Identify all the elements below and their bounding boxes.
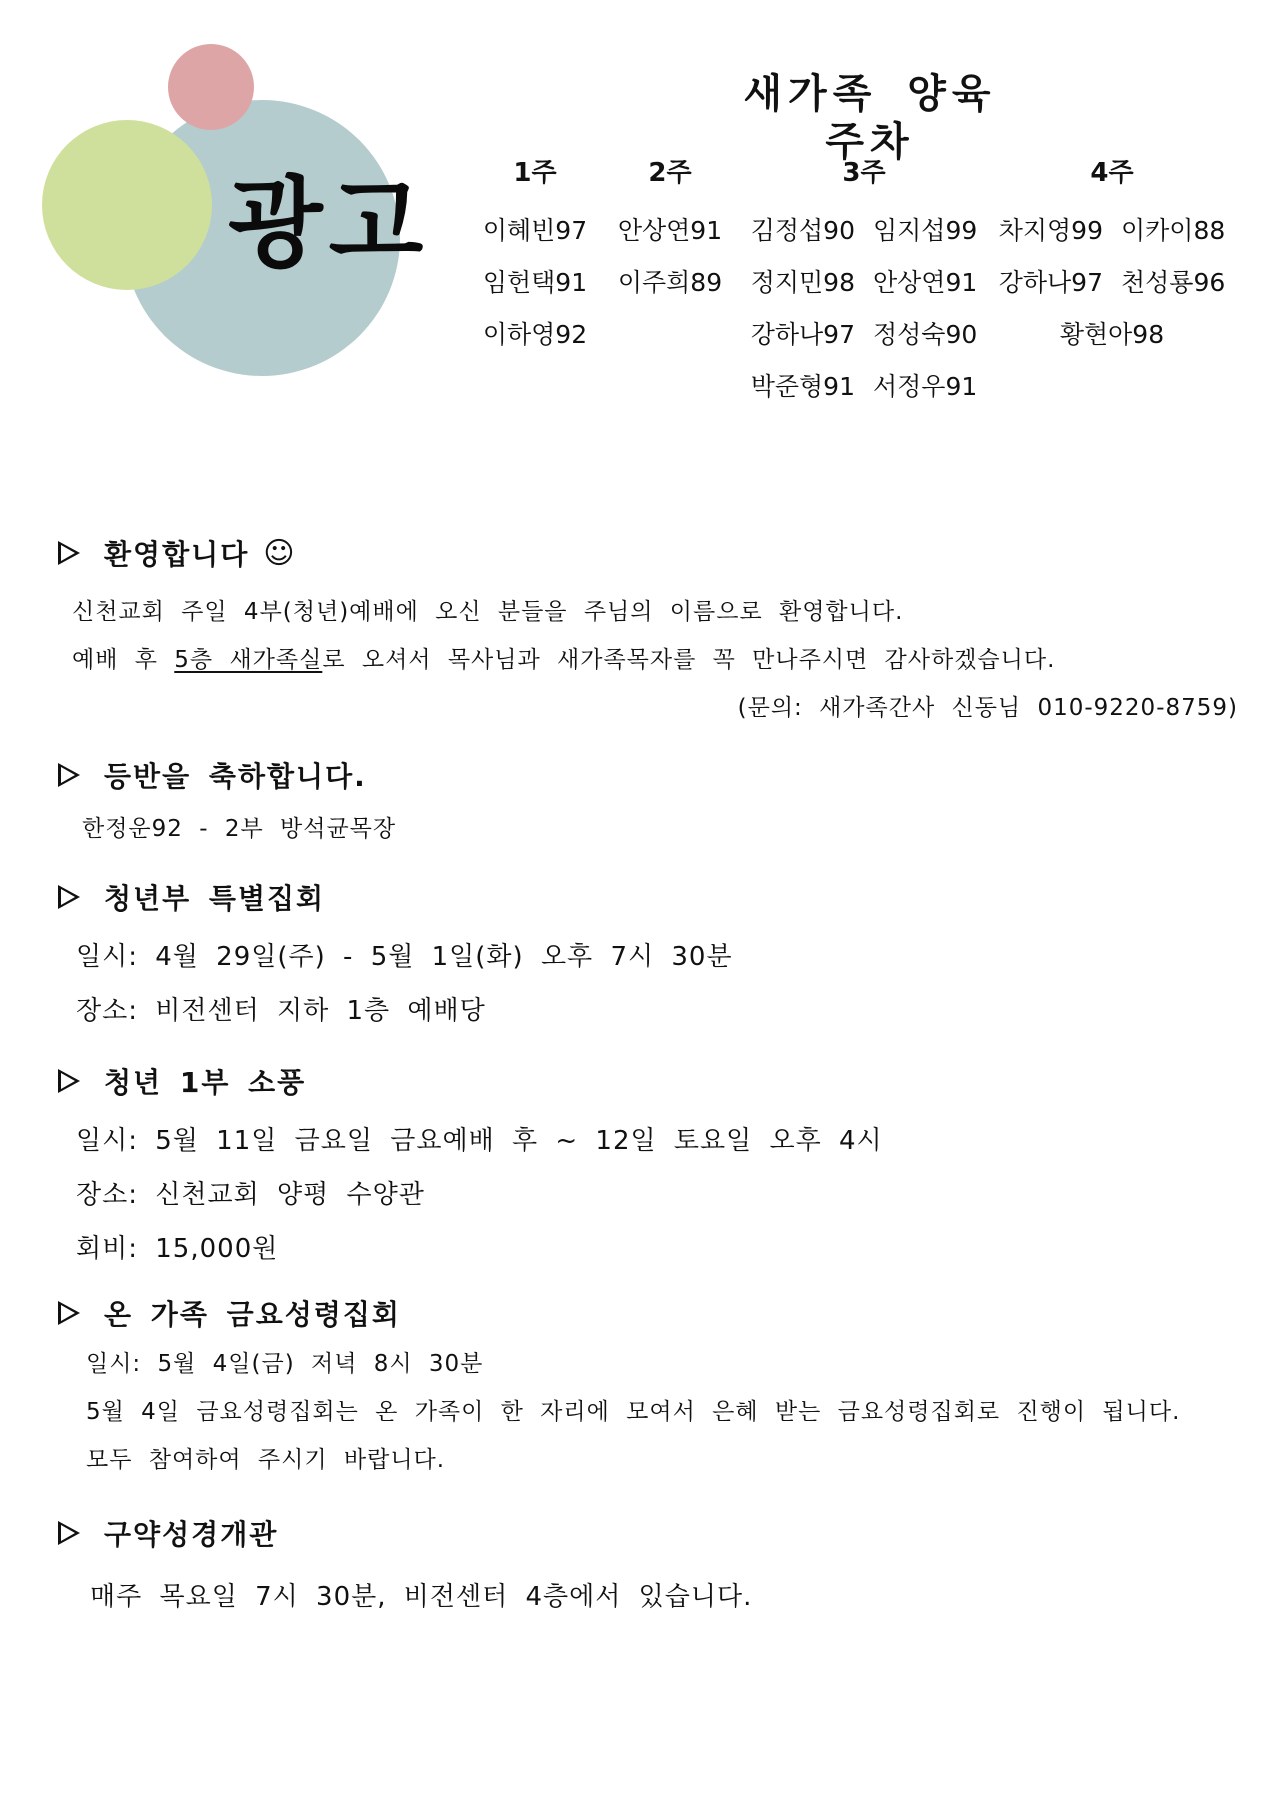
week-2-column [612,158,728,309]
triangle-bullet-icon [58,1069,80,1093]
name-row [480,309,590,361]
special-line: 장소: 비전센터 지하 1층 예배당 [76,996,486,1026]
section-header [58,1290,1238,1336]
section-header [58,1510,1238,1556]
section-header [58,874,1238,920]
name-row [612,205,728,257]
member-name: 안상연91 [617,216,723,246]
section-friday-meeting [58,1290,1238,1484]
member-name: 임헌택91 [482,268,588,298]
pink-circle [168,44,254,130]
week-1-column [480,158,590,361]
text-segment: 예배 후 [72,647,175,673]
member-name: 이하영92 [482,320,588,350]
week-3-column [744,158,984,413]
promotion-line: 한정운92 - 2부 방석균목장 [82,816,397,842]
member-name: 이주희89 [617,268,723,298]
triangle-bullet-icon [58,541,80,565]
picnic-line: 회비: 15,000원 [76,1234,279,1264]
logo-title: 광고 [228,167,430,281]
section-title: 온 가족 금요성령집회 [104,1298,401,1331]
member-name: 이카이88 [1121,216,1226,246]
section-title: 청년부 특별집회 [104,882,326,915]
name-row [992,257,1232,309]
friday-line: 5월 4일 금요성령집회는 온 가족이 한 자리에 모여서 은혜 받는 금요성령집회로 진행이 됩니다. [86,1399,1181,1425]
triangle-bullet-icon [58,1301,80,1325]
week-label: 4주 [1090,158,1134,188]
section-title: 등반을 축하합니다. [104,760,367,793]
text-segment: 로 오셔서 목사님과 새가족목자를 꼭 만나주시면 감사하겠습니다. [322,647,1056,673]
smiley-icon: ☺ [263,535,295,571]
picnic-line: 일시: 5월 11일 금요일 금요예배 후 ~ 12일 토요일 오후 4시 [76,1126,883,1156]
member-name: 서정우91 [873,372,978,402]
welcome-line: 신천교회 주일 4부(청년)예배에 오신 분들을 주님의 이름으로 환영합니다. [72,599,904,625]
member-name: 차지영99 [998,216,1103,246]
friday-line: 모두 참여하여 주시기 바랍니다. [86,1447,446,1473]
section-header [58,530,1238,576]
underlined-location: 5층 새가족실 [174,647,323,673]
member-name: 박준형91 [750,372,855,402]
section-header [58,752,1238,798]
section-picnic [58,1058,1238,1276]
name-row [480,205,590,257]
friday-line: 일시: 5월 4일(금) 저녁 8시 30분 [86,1351,484,1377]
picnic-line: 장소: 신천교회 양평 수양관 [76,1180,425,1210]
section-title: 환영합니다 [104,538,250,571]
green-circle [42,120,212,290]
name-row [612,257,728,309]
contact-info: (문의: 새가족간사 신동님 010-9220-8759) [737,695,1238,721]
section-bible-overview [58,1510,1238,1624]
triangle-bullet-icon [58,763,80,787]
member-name: 정지민98 [750,268,855,298]
member-name: 강하나97 [750,320,855,350]
name-row [744,205,984,257]
name-row [744,257,984,309]
name-row [744,309,984,361]
section-title: 구약성경개관 [104,1518,279,1551]
section-header [58,1058,1238,1104]
section-promotion [58,752,1238,852]
member-name: 안상연91 [873,268,978,298]
member-name: 정성숙90 [873,320,978,350]
week-4-column [992,158,1232,361]
welcome-line [72,636,1238,684]
triangle-bullet-icon [58,1521,80,1545]
week-label: 1주 [513,158,557,188]
section-special-meeting [58,874,1238,1038]
triangle-bullet-icon [58,885,80,909]
rotation-title: 새가족 양육 주차 [743,71,997,165]
ad-logo [0,0,460,420]
member-name: 천성룡96 [1121,268,1226,298]
week-label: 2주 [648,158,692,188]
week-label: 3주 [842,158,886,188]
special-line: 일시: 4월 29일(주) - 5월 1일(화) 오후 7시 30분 [76,942,733,972]
name-row [992,309,1232,361]
name-row [744,361,984,413]
section-welcome [58,530,1238,732]
name-row [992,205,1232,257]
member-name: 강하나97 [998,268,1103,298]
member-name: 황현아98 [1059,320,1165,350]
section-title: 청년 1부 소풍 [104,1066,307,1099]
member-name: 이혜빈97 [482,216,588,246]
bible-line: 매주 목요일 7시 30분, 비전센터 4층에서 있습니다. [90,1582,753,1612]
name-row [480,257,590,309]
member-name: 임지섭99 [873,216,978,246]
member-name: 김정섭90 [750,216,855,246]
